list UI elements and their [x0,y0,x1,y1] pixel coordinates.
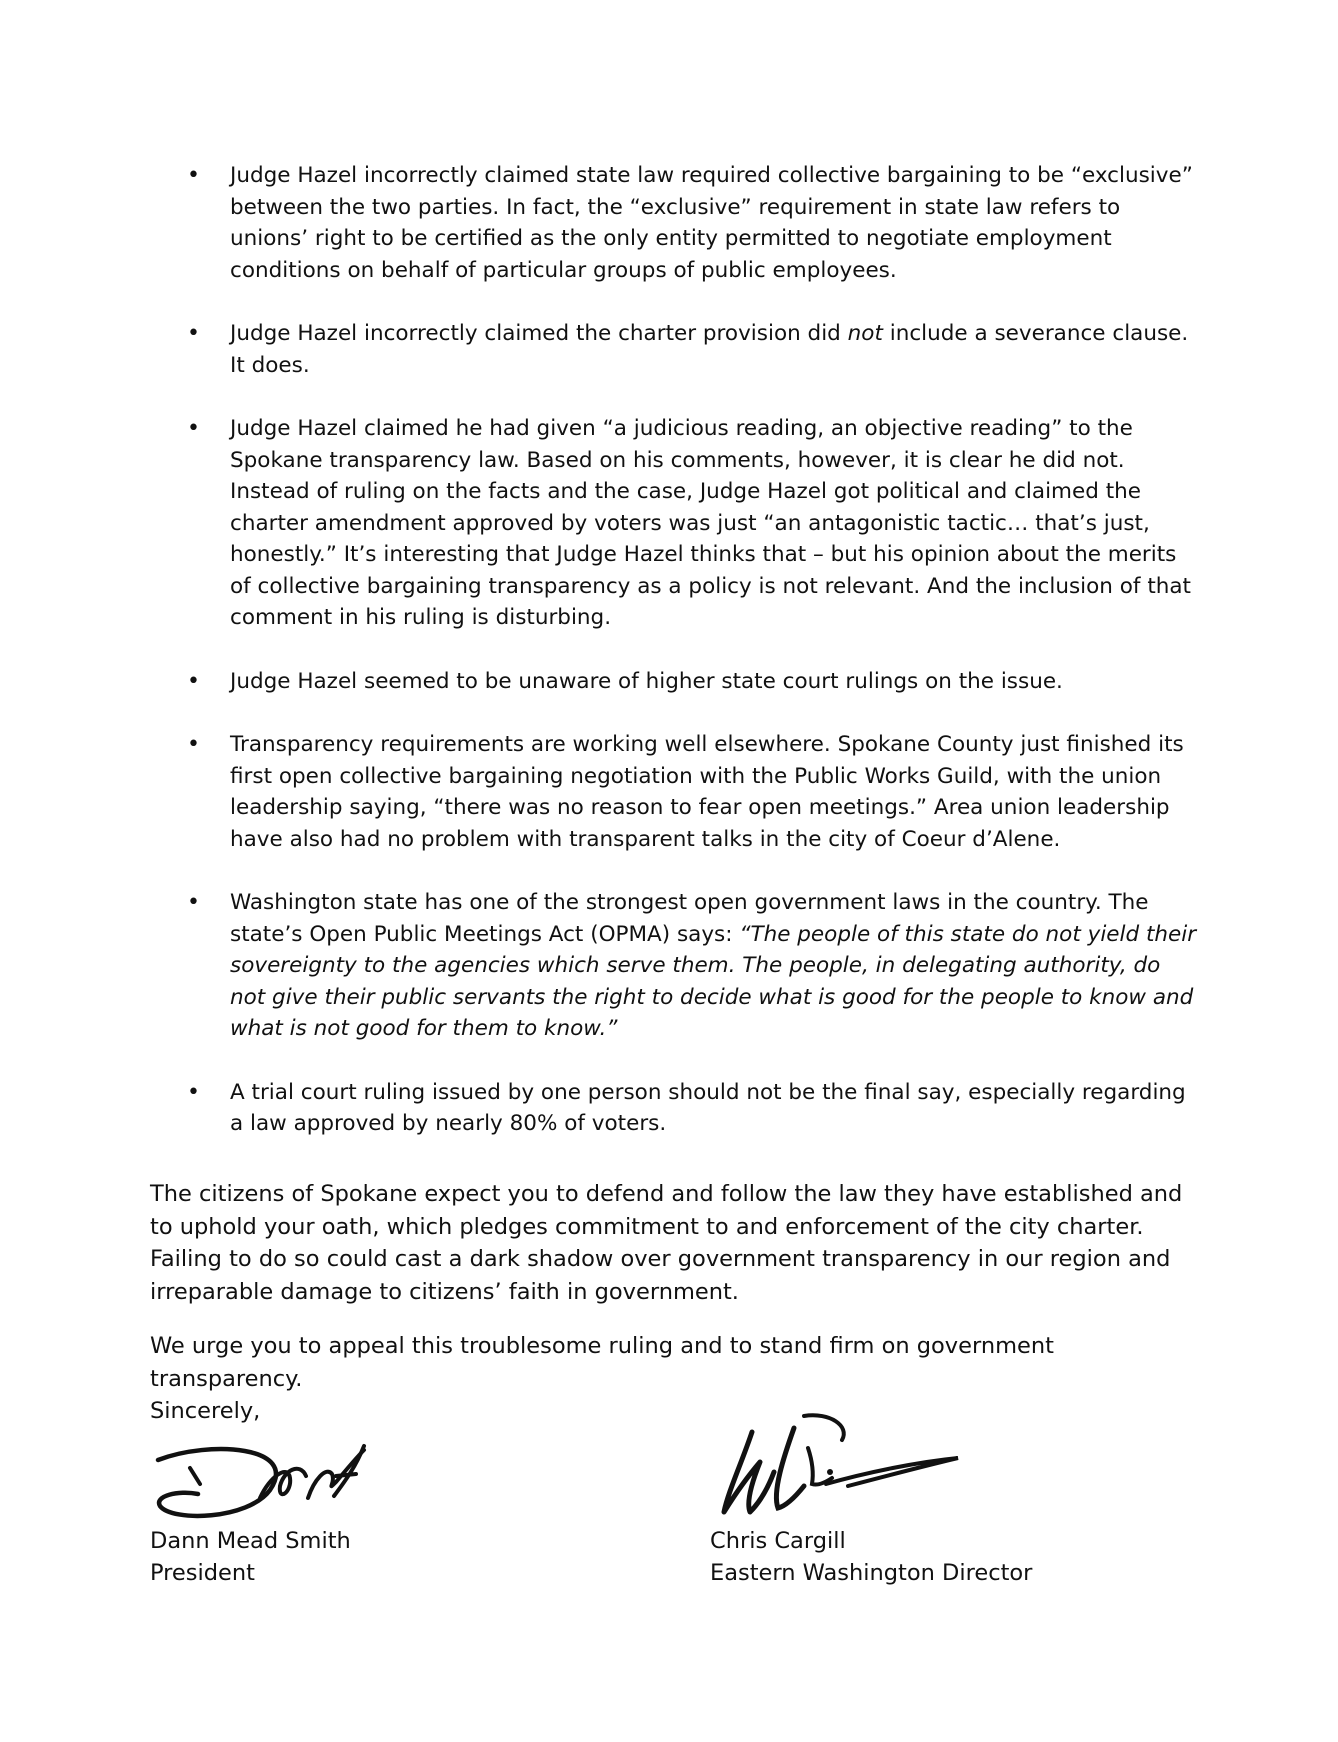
salutation: Sincerely, [150,1398,261,1424]
bullet-item [187,1077,1200,1140]
bullet-dot-icon: • [187,321,200,346]
bullet-dot-icon: • [187,668,200,694]
bullet-italic-text: “The people of this state do not yield their sovereignty to the agencies which serve them. The people, in delegating authority, do not give their public servants the right to decide what is good for the people to know and what is not good for them to know.” [230,921,1197,1041]
right-signer-name: Chris Cargill [710,1528,846,1554]
bullet-text: A trial court ruling issued by one person should not be the final say, especially regarding a law approved by nearly 80% of voters. [230,1079,1186,1136]
bullet-dot-icon: • [187,890,200,915]
bullet-text: Judge Hazel seemed to be unaware of higher state court rulings on the issue. [230,668,1063,694]
bullet-dot-icon: • [187,732,200,757]
bullet-item [187,666,1200,698]
closing-paragraph: The citizens of Spokane expect you to defend and follow the law they have established and to uphold your oath, which pledges commitment to and enforcement of the city charter. Failing to do so could cast a dark shadow over government transparency in our region and irreparable damage to citizens’ faith in government. [150,1181,1183,1305]
signature-left-image [150,1436,380,1528]
bullet-text: Judge Hazel claimed he had given “a judicious reading, an objective reading” to the Spokane transparency law. Based on his comments, however, it is clear he did not. Instead of ruling on the facts and the case, Judge Hazel got political and claimed the charter amendment approved by voters was just “an antagonistic tactic… that’s just, honestly.” It’s interesting that Judge Hazel thinks that – but his opinion about the merits of collective bargaining transparency as a policy is not relevant. And the inclusion of that comment in his ruling is disturbing. [230,416,1191,630]
bullet-dot-icon: • [187,416,200,441]
bullet-dot-icon: • [187,163,200,188]
bullet-italic-text: not [847,321,883,346]
bullet-item [187,729,1200,855]
left-signer-name: Dann Mead Smith [150,1528,351,1554]
bullet-item [187,887,1200,1045]
signature-right-image [708,1412,968,1524]
bullet-text: Judge Hazel incorrectly claimed state law required collective bargaining to be “exclusive” between the two parties. In fact, the “exclusive” requirement in state law refers to unions’ right to be certified as the only entity permitted to negotiate employment conditions on behalf of particular groups of public employees. [230,163,1193,283]
bullet-text: include a severance clause. It does. [230,321,1189,378]
bullet-text: Judge Hazel incorrectly claimed the charter provision did [230,321,848,346]
urge-paragraph: We urge you to appeal this troublesome ruling and to stand firm on government transparency. [150,1333,1054,1392]
bullet-dot-icon: • [187,1079,200,1105]
right-signer-title: Eastern Washington Director [710,1560,1033,1586]
bullet-item [187,318,1200,381]
bullet-text: Transparency requirements are working well elsewhere. Spokane County just finished its first open collective bargaining negotiation with the Public Works Guild, with the union leadership saying, “there was no reason to fear open meetings.” Area union leadership have also had no problem with transparent talks in the city of Coeur d’Alene. [230,732,1184,852]
left-signer-title: President [150,1560,255,1586]
bullet-item [187,413,1200,634]
bullet-item [187,160,1200,286]
bullet-list [187,160,1200,1172]
bullet-text: Washington state has one of the strongest open government laws in the country. The state’s Open Public Meetings Act (OPMA) says: [230,890,1149,947]
